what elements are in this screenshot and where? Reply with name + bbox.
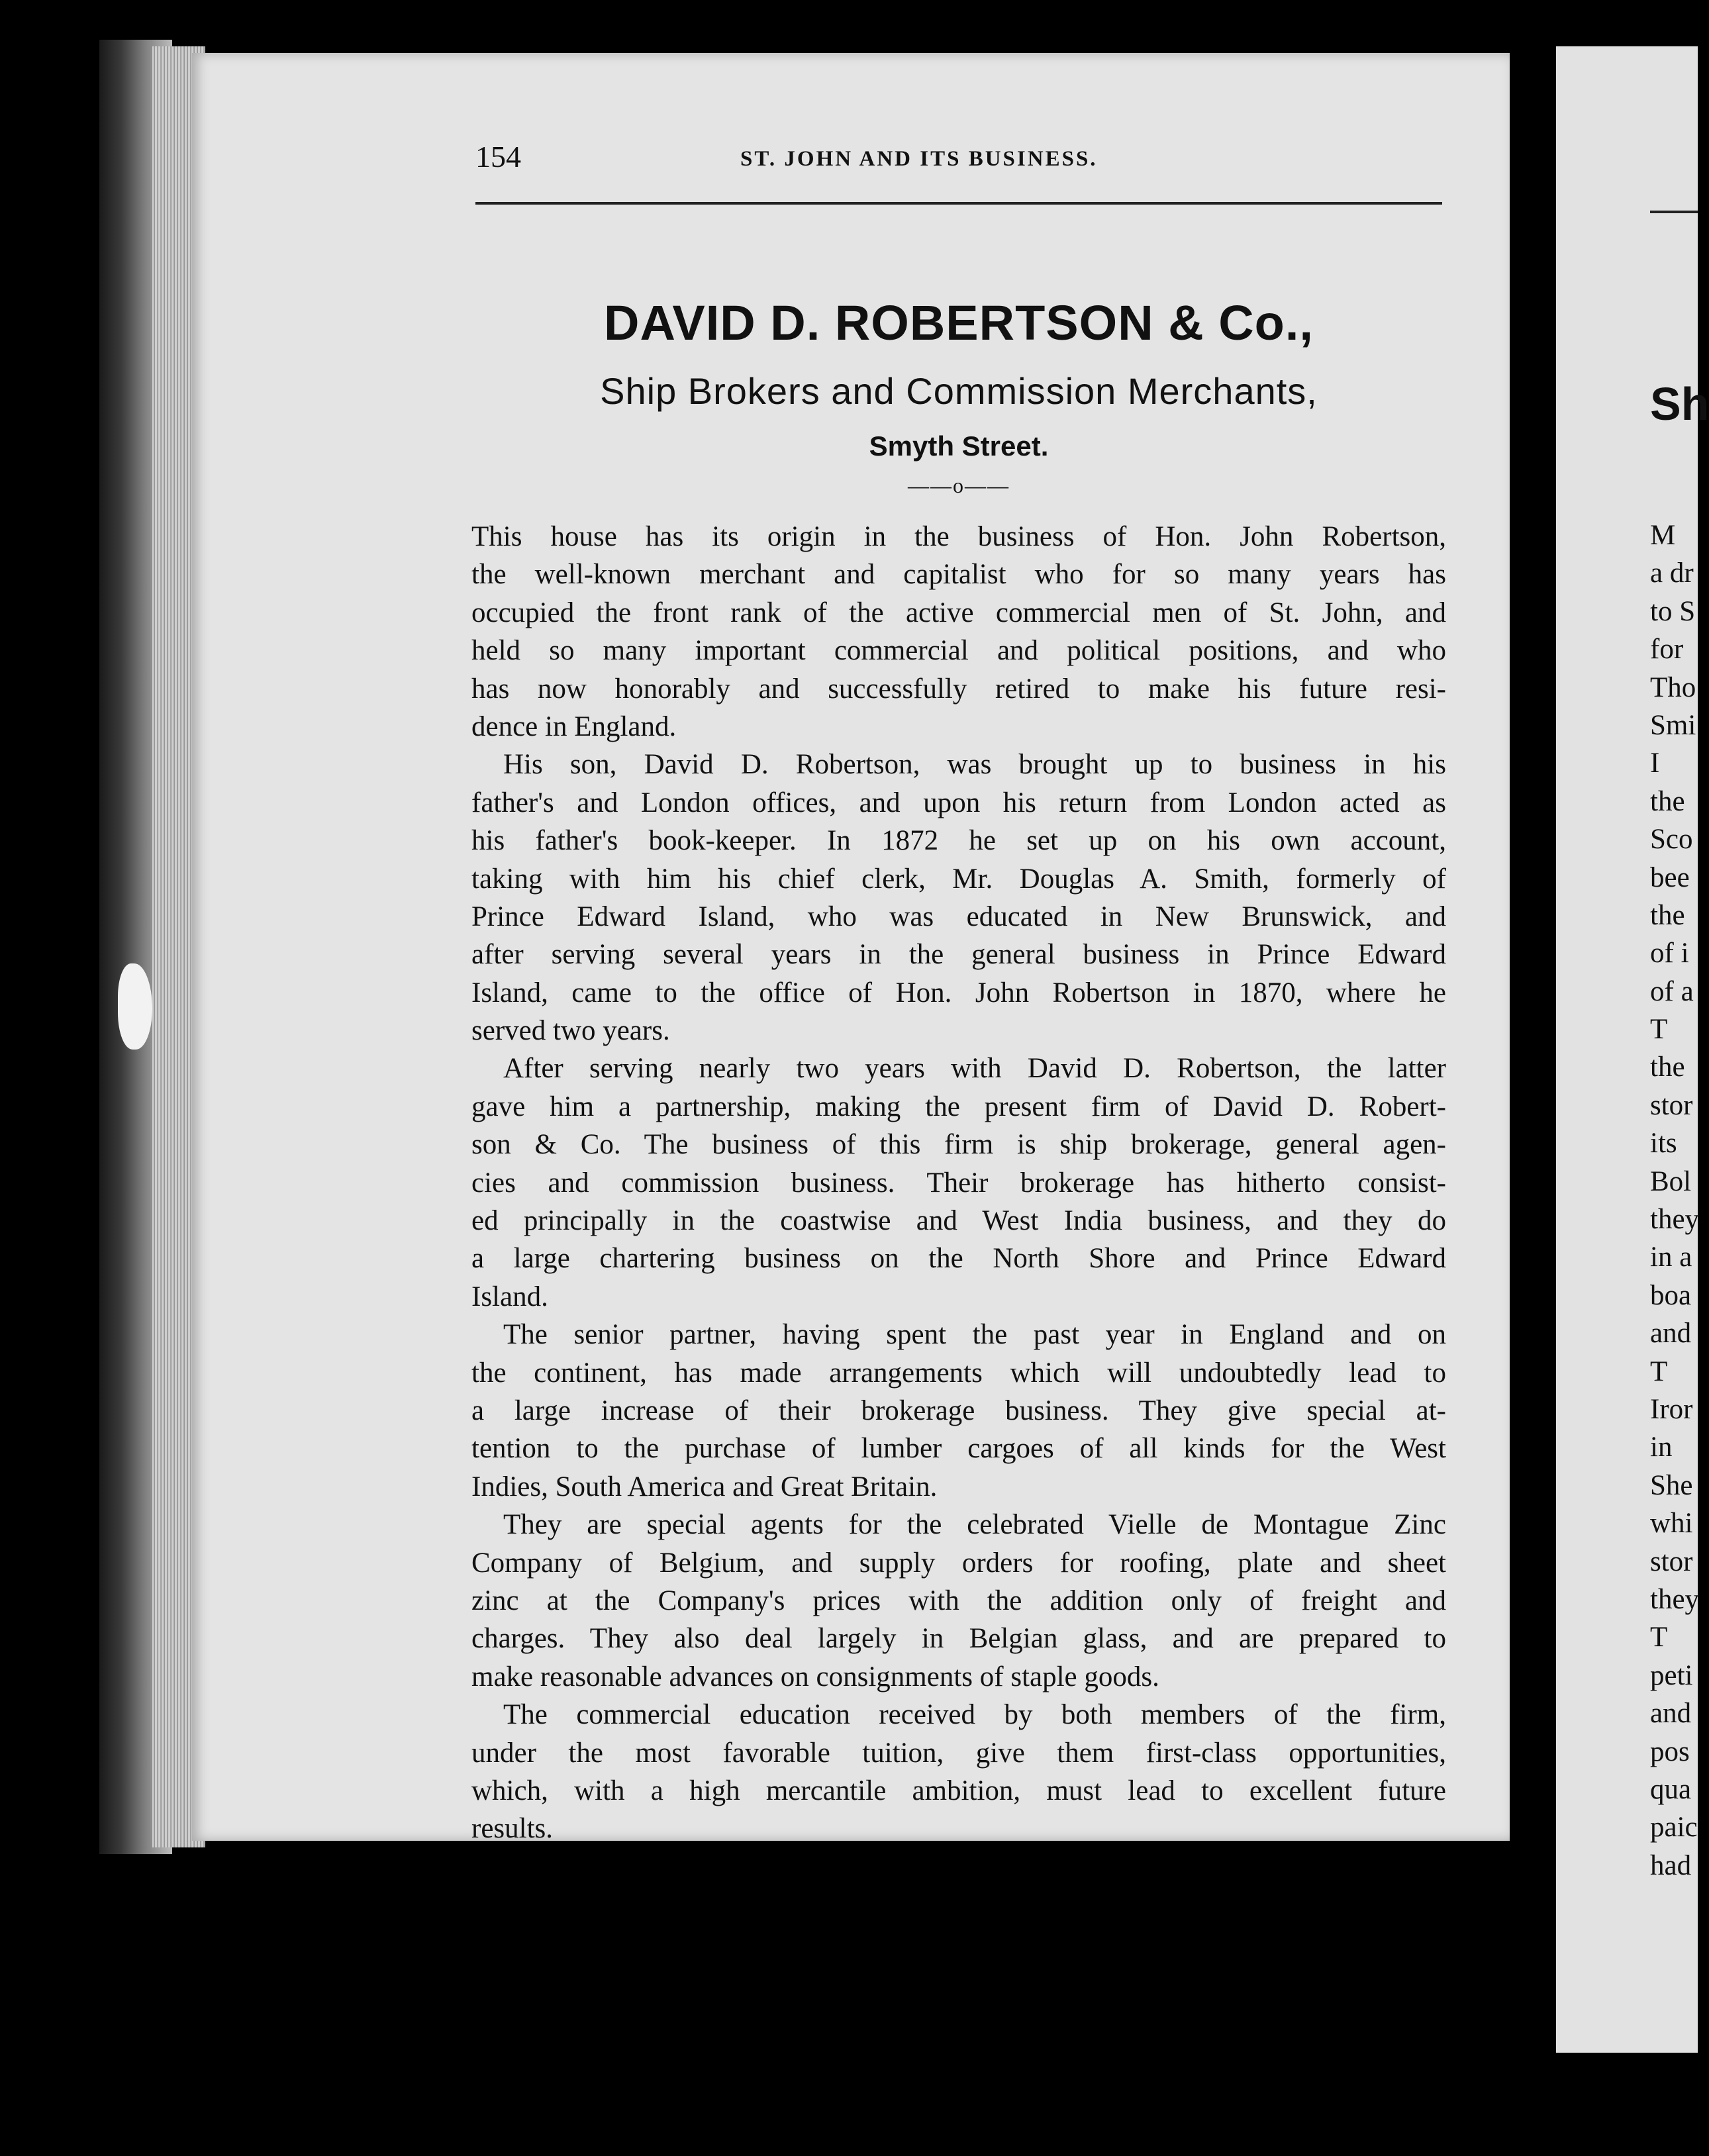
facing-page-line: the bbox=[1650, 1052, 1685, 1083]
facing-page-line: its bbox=[1650, 1128, 1677, 1159]
text-line: son & Co. The business of this firm is ship brokerage, general agen- bbox=[471, 1129, 1446, 1161]
facing-page-line: T bbox=[1650, 1622, 1668, 1653]
facing-page-line: in a bbox=[1650, 1242, 1692, 1273]
facing-page-line: of i bbox=[1650, 938, 1689, 969]
facing-page-line: whi bbox=[1650, 1508, 1693, 1540]
facing-page-line: qua bbox=[1650, 1773, 1692, 1805]
facing-page-line: a dr bbox=[1650, 558, 1694, 589]
facing-page-line: T bbox=[1650, 1014, 1668, 1046]
text-line: ed principally in the coastwise and West India business, and they do bbox=[471, 1205, 1446, 1237]
facing-page-heading: Sh bbox=[1650, 378, 1709, 430]
facing-page-line: had bbox=[1650, 1849, 1692, 1881]
article-subtitle: Ship Brokers and Commission Merchants, bbox=[600, 370, 1318, 412]
facing-page-line: I bbox=[1650, 748, 1660, 779]
text-line: cies and commission business. Their brokerage has hitherto consist- bbox=[471, 1167, 1446, 1199]
text-line: zinc at the Company's prices with the addition only of freight and bbox=[471, 1585, 1446, 1616]
facing-page-line: Tho bbox=[1650, 671, 1696, 703]
ornament-divider: ——o—— bbox=[908, 473, 1010, 497]
running-title: ST. JOHN AND ITS BUSINESS. bbox=[740, 147, 1098, 171]
text-line: Island. bbox=[471, 1281, 548, 1312]
facing-page-line: Bol bbox=[1650, 1165, 1692, 1197]
text-line: This house has its origin in the business of Hon. John Robertson, bbox=[471, 521, 1446, 552]
facing-page-line: stor bbox=[1650, 1545, 1693, 1577]
facing-page-line: boa bbox=[1650, 1279, 1692, 1311]
text-line: the well-known merchant and capitalist who for so many years has bbox=[471, 559, 1446, 591]
facing-page-line: of a bbox=[1650, 975, 1694, 1007]
page-header bbox=[475, 139, 1442, 179]
text-line: the continent, has made arrangements which will undoubtedly lead to bbox=[471, 1357, 1446, 1389]
text-line: The senior partner, having spent the past year in England and on bbox=[503, 1319, 1446, 1351]
text-line: a large increase of their brokerage business. They give special at- bbox=[471, 1395, 1446, 1426]
text-line: Company of Belgium, and supply orders for roofing, plate and sheet bbox=[471, 1547, 1446, 1579]
facing-page-line: M bbox=[1650, 520, 1676, 551]
text-line: tention to the purchase of lumber cargoes of all kinds for the West bbox=[471, 1433, 1446, 1465]
facing-page-line: Iror bbox=[1650, 1393, 1693, 1425]
facing-page-line: pos bbox=[1650, 1736, 1690, 1767]
text-line: a large chartering business on the North Shore and Prince Edward bbox=[471, 1243, 1446, 1275]
text-line: results. bbox=[471, 1813, 554, 1845]
paper-tear bbox=[118, 963, 152, 1050]
facing-page-line: She bbox=[1650, 1469, 1693, 1501]
text-line: has now honorably and successfully retired to make his future resi- bbox=[471, 673, 1446, 705]
facing-page-line: for bbox=[1650, 634, 1684, 665]
facing-page-line: paic bbox=[1650, 1812, 1698, 1843]
text-line: father's and London offices, and upon his return from London acted as bbox=[471, 787, 1446, 818]
text-line: The commercial education received by both members of the firm, bbox=[503, 1699, 1446, 1731]
text-line: held so many important commercial and political positions, and who bbox=[471, 635, 1446, 667]
page-number: 154 bbox=[475, 140, 521, 173]
facing-page-line: bee bbox=[1650, 861, 1690, 893]
facing-page-line: Smi bbox=[1650, 709, 1696, 741]
facing-page-text bbox=[1650, 516, 1698, 1885]
facing-page-line: they bbox=[1650, 1583, 1700, 1615]
text-line: his father's book-keeper. In 1872 he set up on his own account, bbox=[471, 825, 1446, 857]
header-rule bbox=[475, 202, 1442, 205]
facing-page-line: to S bbox=[1650, 595, 1696, 627]
text-line: make reasonable advances on consignments of staple goods. bbox=[471, 1661, 1159, 1692]
text-line: Island, came to the office of Hon. John Robertson in 1870, where he bbox=[471, 977, 1446, 1008]
facing-page-line: stor bbox=[1650, 1089, 1693, 1121]
text-line: gave him a partnership, making the present firm of David D. Robert- bbox=[471, 1091, 1446, 1122]
facing-page-line: Sco bbox=[1650, 824, 1693, 856]
text-line: They are special agents for the celebrated Vielle de Montague Zinc bbox=[503, 1509, 1446, 1541]
facing-page-line: in bbox=[1650, 1432, 1673, 1463]
text-line: served two years. bbox=[471, 1015, 670, 1047]
facing-page-line: the bbox=[1650, 899, 1685, 931]
article-body bbox=[471, 518, 1446, 1848]
facing-page-line: peti bbox=[1650, 1659, 1693, 1691]
article-title: DAVID D. ROBERTSON & Co., bbox=[604, 295, 1314, 350]
facing-page-line: and bbox=[1650, 1318, 1692, 1349]
facing-page-line: they bbox=[1650, 1204, 1700, 1236]
text-line: Prince Edward Island, who was educated in New Brunswick, and bbox=[471, 901, 1446, 932]
text-line: dence in England. bbox=[471, 710, 677, 742]
text-line: under the most favorable tuition, give them first-class opportunities, bbox=[471, 1737, 1446, 1769]
text-line: charges. They also deal largely in Belgian glass, and are prepared to bbox=[471, 1623, 1446, 1655]
facing-page-line: and bbox=[1650, 1698, 1692, 1730]
facing-page-line: T bbox=[1650, 1355, 1668, 1387]
text-line: taking with him his chief clerk, Mr. Douglas A. Smith, formerly of bbox=[471, 863, 1446, 895]
text-line: occupied the front rank of the active commercial men of St. John, and bbox=[471, 597, 1446, 628]
text-line: after serving several years in the general business in Prince Edward bbox=[471, 939, 1446, 971]
text-line: After serving nearly two years with David D. Robertson, the latter bbox=[503, 1053, 1446, 1085]
facing-page-line: the bbox=[1650, 785, 1685, 817]
text-line: which, with a high mercantile ambition, must lead to excellent future bbox=[471, 1775, 1446, 1806]
text-line: Indies, South America and Great Britain. bbox=[471, 1471, 938, 1502]
text-line: His son, David D. Robertson, was brought up to business in his bbox=[503, 749, 1446, 781]
facing-page-rule bbox=[1650, 211, 1698, 213]
article-address: Smyth Street. bbox=[869, 430, 1049, 462]
